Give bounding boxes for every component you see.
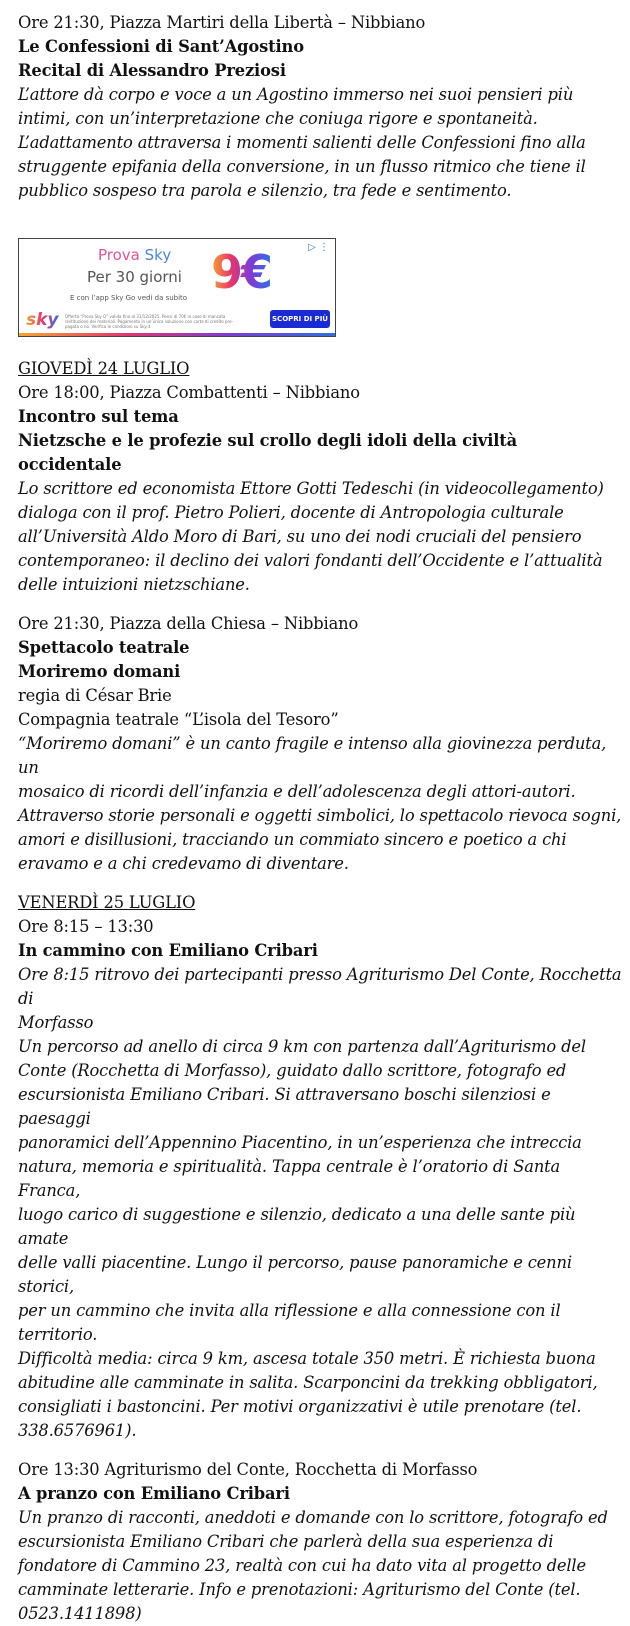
ad-fine-print: Offerta “Prova Sky Q” valida fino al 31/12/2025. Pensi di 70€ in caso di mancata restituzione dei materiali. Pagamento in un’unica soluzione con carta di credito pre-pagata o no. Verifica le condizioni su Sky.it xyxy=(65,314,233,329)
event-description-line: Un pranzo di racconti, aneddoti e domande con lo scrittore, fotografo ed xyxy=(18,1508,608,1527)
sky-ad-banner[interactable] xyxy=(18,238,336,337)
event-subtitle: Recital di Alessandro Preziosi xyxy=(18,61,286,80)
event-description-line: contemporaneo: il declino dei valori fondanti dell’Occidente e l’attualità xyxy=(18,551,603,570)
event-description-line: fondatore di Cammino 23, realtà con cui ha dato vita al progetto delle xyxy=(18,1556,586,1575)
adchoices-icon[interactable]: ▷ ⋮ xyxy=(308,242,329,253)
event-title: A pranzo con Emiliano Cribari xyxy=(18,1484,290,1503)
event-time-place: Ore 18:00, Piazza Combattenti – Nibbiano xyxy=(18,383,360,402)
event-description-line: Lo scrittore ed economista Ettore Gotti Tedeschi (in videocollegamento) xyxy=(18,479,604,498)
event-description-line: 338.6576961). xyxy=(18,1421,137,1440)
event-description-line: Ore 8:15 ritrovo dei partecipanti presso Agriturismo Del Conte, Rocchetta di xyxy=(18,965,622,1008)
event-description-line: amori e disillusioni, tracciando un commiato sincero e poetico a chi xyxy=(18,830,567,849)
ad-prova-text: Prova xyxy=(98,246,140,264)
event-description-line: escursionista Emiliano Cribari. Si attraversano boschi silenziosi e paesaggi xyxy=(18,1085,551,1128)
event-description-line: abitudine alle camminate in salita. Scarponcini da trekking obbligatori, xyxy=(18,1373,598,1392)
event-description-line: dialoga con il prof. Pietro Polieri, docente di Antropologia culturale xyxy=(18,503,564,522)
event-description-line: pubblico sospeso tra parola e silenzio, tra fede e sentimento. xyxy=(18,181,512,200)
event-title: Moriremo domani xyxy=(18,662,181,681)
event-description-line: panoramici dell’Appennino Piacentino, in un’esperienza che intreccia xyxy=(18,1133,582,1152)
day-header: VENERDÌ 25 LUGLIO xyxy=(18,893,196,912)
event-type: Spettacolo teatrale xyxy=(18,638,190,657)
event-title: Nietzsche e le profezie sul crollo degli idoli della civiltà occidentale xyxy=(18,431,518,474)
event-time-place: Ore 13:30 Agriturismo del Conte, Rocchetta di Morfasso xyxy=(18,1460,478,1479)
event-description-line: natura, memoria e spiritualità. Tappa centrale è l’oratorio di Santa Franca, xyxy=(18,1157,561,1200)
event-description-line: delle intuizioni nietzschiane. xyxy=(18,575,250,594)
event-description-line: L’adattamento attraversa i momenti salienti delle Confessioni fino alla xyxy=(18,133,586,152)
event-description-line: camminate letterarie. Info e prenotazioni: Agriturismo del Conte (tel. xyxy=(18,1580,581,1599)
event-description-line: Un percorso ad anello di circa 9 km con partenza dall’Agriturismo del xyxy=(18,1037,586,1056)
event-type: Incontro sul tema xyxy=(18,407,179,426)
ad-headline xyxy=(98,246,171,264)
event-time: Ore 8:15 – 13:30 xyxy=(18,917,154,936)
ad-subline: E con l’app Sky Go vedi da subito xyxy=(70,294,188,302)
event-description-line: 0523.1411898) xyxy=(18,1604,142,1623)
event-description-line: consigliati i bastoncini. Per motivi organizzativi è utile prenotare (tel. xyxy=(18,1397,582,1416)
event-description-line: per un cammino che invita alla riflessione e alla connessione con il xyxy=(18,1301,561,1320)
sky-logo: sky xyxy=(26,310,59,330)
event-description-line: escursionista Emiliano Cribari che parlerà della sua esperienza di xyxy=(18,1532,554,1551)
event-description-line: Difficoltà media: circa 9 km, ascesa totale 350 metri. È richiesta buona xyxy=(18,1349,596,1368)
event-description-line: intimi, con un’interpretazione che coniuga rigore e spontaneità. xyxy=(18,109,538,128)
event-director: regia di César Brie xyxy=(18,686,172,705)
event-title: In cammino con Emiliano Cribari xyxy=(18,941,318,960)
event-description-line: “Moriremo domani” è un canto fragile e intenso alla giovinezza perduta, un xyxy=(18,734,607,777)
event-description-line: Conte (Rocchetta di Morfasso), guidato dallo scrittore, fotografo ed xyxy=(18,1061,567,1080)
event-description-line: mosaico di ricordi dell’infanzia e dell’adolescenza degli attori-autori. xyxy=(18,782,576,801)
ad-price: 9€ xyxy=(211,245,272,299)
ad-sky-text: Sky xyxy=(144,246,172,264)
event-time-place: Ore 21:30, Piazza Martiri della Libertà – Nibbiano xyxy=(18,13,426,32)
event-description-line: delle valli piacentine. Lungo il percorso, pause panoramiche e cenni storici, xyxy=(18,1253,572,1296)
ad-duration: Per 30 giorni xyxy=(87,268,182,286)
ad-cta-button[interactable]: SCOPRI DI PIÙ xyxy=(270,310,330,328)
event-description-line: all’Università Aldo Moro di Bari, su uno dei nodi cruciali del pensiero xyxy=(18,527,582,546)
event-description-line: struggente epifania della conversione, in un flusso ritmico che tiene il xyxy=(18,157,586,176)
event-company: Compagnia teatrale “L’isola del Tesoro” xyxy=(18,710,339,729)
event-description-line: territorio. xyxy=(18,1325,98,1344)
ad-gradient-bar xyxy=(19,333,335,336)
event-time-place: Ore 21:30, Piazza della Chiesa – Nibbiano xyxy=(18,614,359,633)
event-description-line: luogo carico di suggestione e silenzio, dedicato a una delle sante più amate xyxy=(18,1205,576,1248)
day-header: GIOVEDÌ 24 LUGLIO xyxy=(18,359,190,378)
event-title: Le Confessioni di Sant’Agostino xyxy=(18,37,304,56)
event-description-line: L’attore dà corpo e voce a un Agostino immerso nei suoi pensieri più xyxy=(18,85,574,104)
event-description-line: Attraverso storie personali e oggetti simbolici, lo spettacolo rievoca sogni, xyxy=(18,806,622,825)
event-description-line: Morfasso xyxy=(18,1013,94,1032)
event-description-line: eravamo e a chi credevamo di diventare. xyxy=(18,854,349,873)
